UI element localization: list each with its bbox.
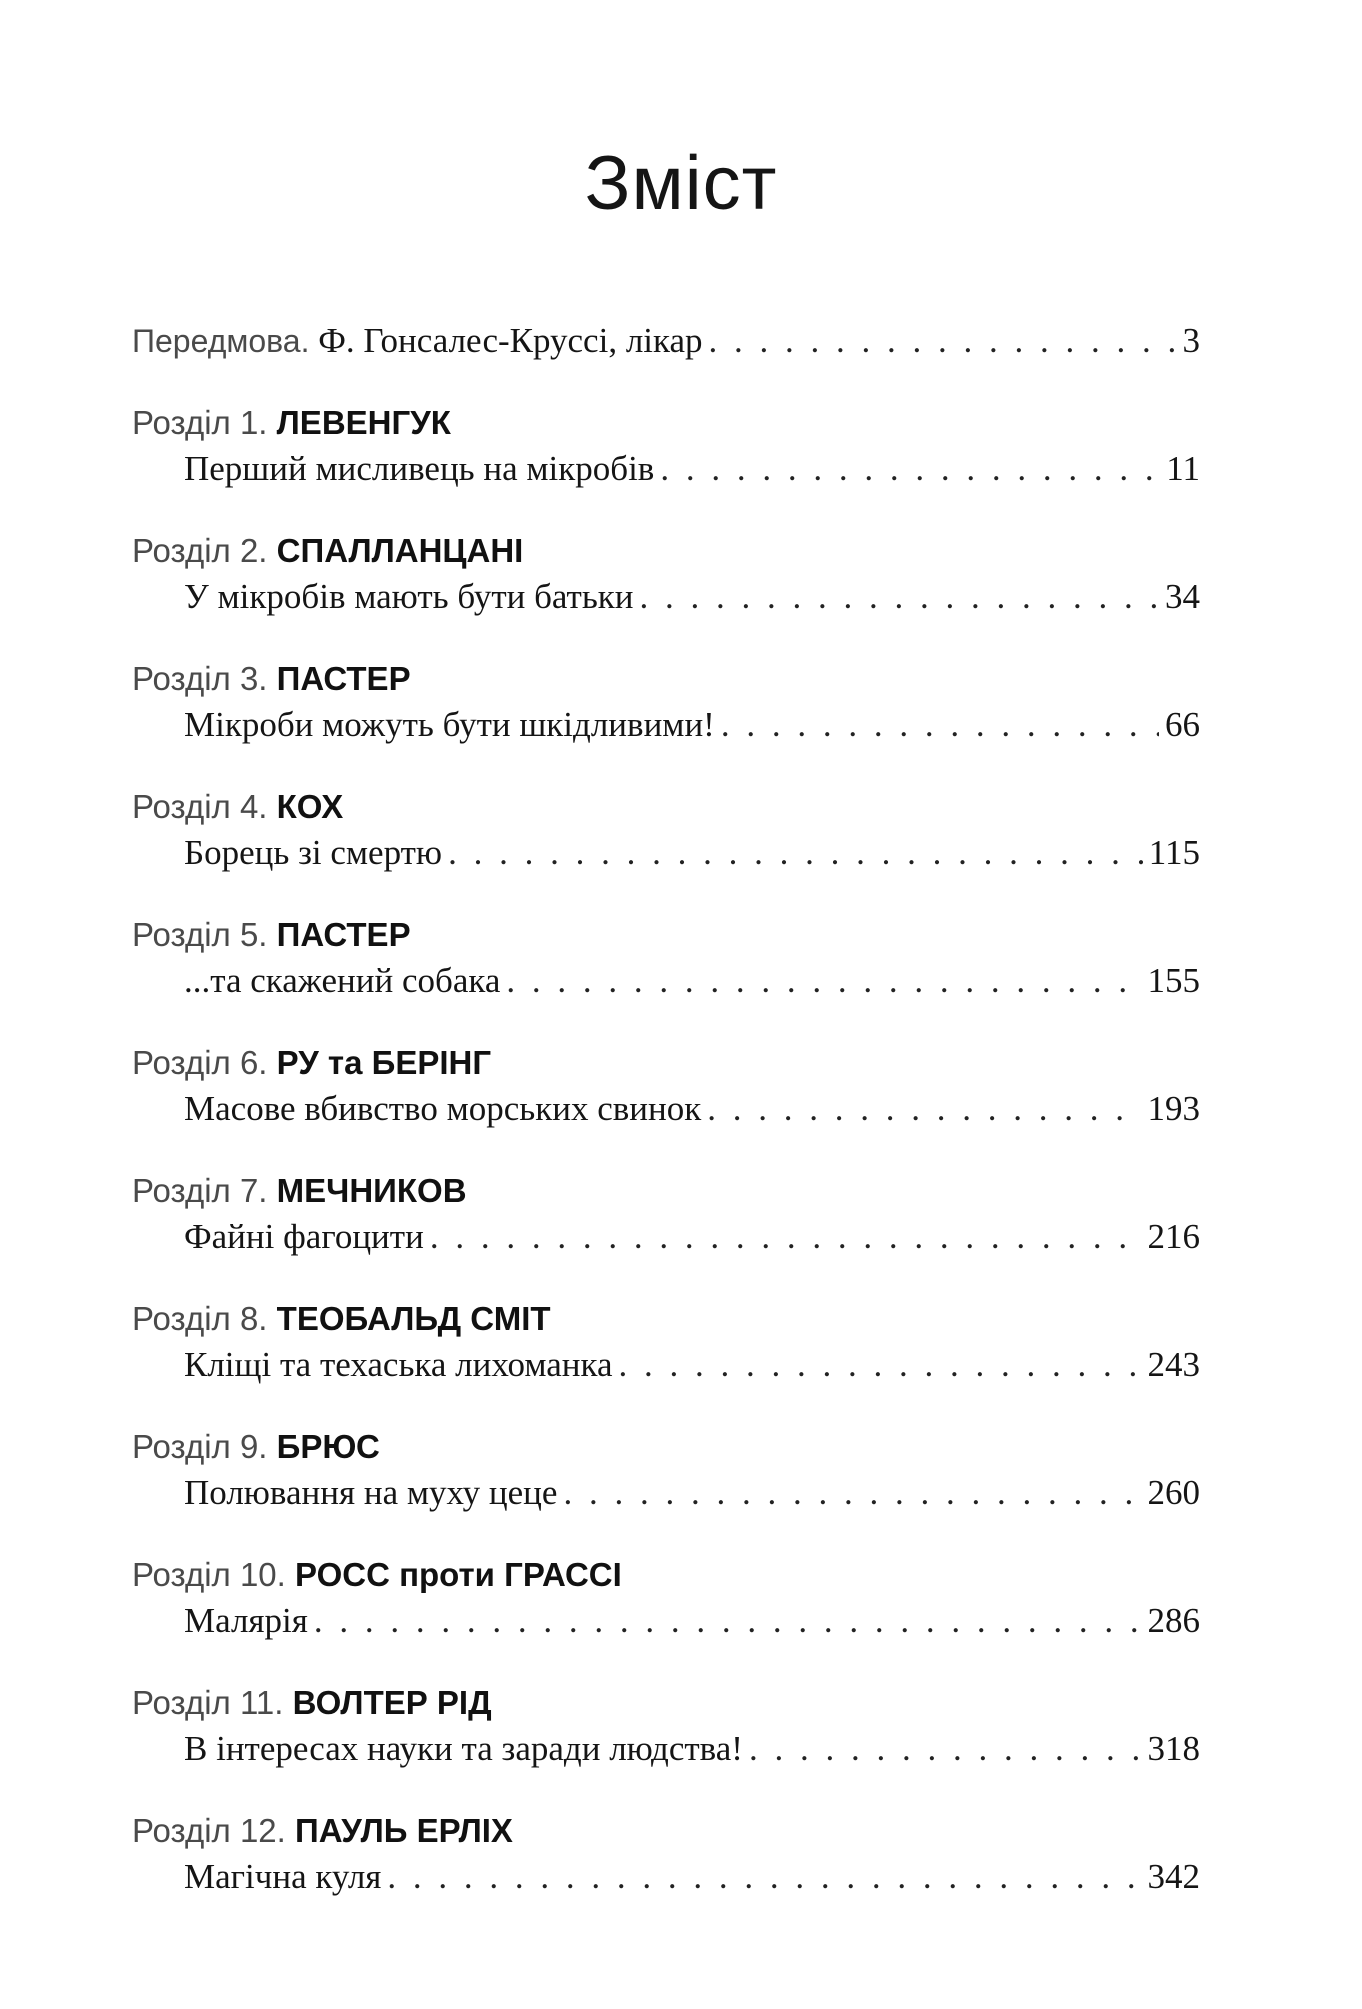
toc-entry-preface[interactable] (132, 318, 1200, 364)
chapter-heading (132, 400, 1200, 446)
dot-leader (506, 958, 1141, 1004)
chapter-name: РОСС проти ГРАССІ (295, 1556, 622, 1593)
dot-leader (660, 446, 1160, 492)
dot-leader (709, 318, 1177, 364)
chapter-subtitle: Мікроби можуть бути шкідливими! (184, 705, 715, 744)
dot-leader (314, 1598, 1142, 1644)
chapter-heading (132, 1808, 1200, 1854)
toc-row (132, 1598, 1200, 1644)
chapter-label: Розділ 7. (132, 1172, 268, 1209)
page-number: 260 (1147, 1473, 1200, 1512)
chapter-label: Розділ 5. (132, 916, 268, 953)
chapter-name: ВОЛТЕР РІД (292, 1684, 492, 1721)
chapter-subtitle: Малярія (184, 1601, 308, 1640)
page-number: 342 (1147, 1857, 1200, 1896)
chapter-heading (132, 1040, 1200, 1086)
chapter-subtitle: Полювання на муху цеце (184, 1473, 558, 1512)
toc-entry-chapter-4[interactable] (132, 784, 1200, 876)
toc-entry-chapter-7[interactable] (132, 1168, 1200, 1260)
page-number: 34 (1165, 577, 1200, 616)
chapter-heading (132, 912, 1200, 958)
toc-row (132, 1854, 1200, 1900)
toc-entry-chapter-6[interactable] (132, 1040, 1200, 1132)
toc-row (132, 1214, 1200, 1260)
toc-row (132, 1470, 1200, 1516)
chapter-subtitle: Магічна куля (184, 1857, 382, 1896)
chapter-heading (132, 528, 1200, 574)
chapter-name: ПАУЛЬ ЕРЛІХ (295, 1812, 513, 1849)
chapter-label: Розділ 9. (132, 1428, 268, 1465)
chapter-heading (132, 1680, 1200, 1726)
dot-leader (563, 1470, 1141, 1516)
dot-leader (387, 1854, 1141, 1900)
page-number: 11 (1166, 449, 1200, 488)
chapter-heading (132, 1296, 1200, 1342)
toc-row (132, 1086, 1200, 1132)
page-number: 193 (1147, 1089, 1200, 1128)
toc-entry-chapter-10[interactable] (132, 1552, 1200, 1644)
chapter-heading (132, 1168, 1200, 1214)
chapter-heading (132, 784, 1200, 830)
toc-entry-chapter-8[interactable] (132, 1296, 1200, 1388)
preface-label: Передмова. (132, 323, 310, 359)
toc-row (132, 574, 1200, 620)
chapter-label: Розділ 4. (132, 788, 268, 825)
chapter-subtitle: Файні фагоцити (184, 1217, 424, 1256)
toc-row (132, 958, 1200, 1004)
page-title: Зміст (584, 141, 778, 226)
page-number: 216 (1147, 1217, 1200, 1256)
page-number: 66 (1165, 705, 1200, 744)
chapter-name: ТЕОБАЛЬД СМІТ (276, 1300, 551, 1337)
chapter-name: ЛЕВЕНГУК (276, 404, 451, 441)
dot-leader (749, 1726, 1142, 1772)
dot-leader (707, 1086, 1141, 1132)
chapter-name: МЕЧНИКОВ (276, 1172, 467, 1209)
chapter-label: Розділ 1. (132, 404, 268, 441)
page-number: 115 (1148, 833, 1200, 872)
page-number: 155 (1147, 961, 1200, 1000)
chapter-label: Розділ 3. (132, 660, 268, 697)
toc-entry-chapter-1[interactable] (132, 400, 1200, 492)
chapter-label: Розділ 6. (132, 1044, 268, 1081)
toc-row (132, 1726, 1200, 1772)
chapter-name: ПАСТЕР (276, 660, 411, 697)
chapter-subtitle: Перший мисливець на мікробів (184, 449, 655, 488)
toc-entry-chapter-5[interactable] (132, 912, 1200, 1004)
chapter-name: СПАЛЛАНЦАНІ (276, 532, 524, 569)
dot-leader (448, 830, 1143, 876)
toc-entry-chapter-11[interactable] (132, 1680, 1200, 1772)
chapter-label: Розділ 8. (132, 1300, 268, 1337)
chapter-label: Розділ 11. (132, 1684, 284, 1721)
toc-entry-chapter-9[interactable] (132, 1424, 1200, 1516)
chapter-subtitle: В інтересах науки та заради людства! (184, 1729, 743, 1768)
chapter-name: КОХ (276, 788, 344, 825)
dot-leader (721, 702, 1159, 748)
page-number: 243 (1147, 1345, 1200, 1384)
chapter-label: Розділ 10. (132, 1556, 286, 1593)
chapter-name: БРЮС (276, 1428, 380, 1465)
page-number: 3 (1182, 321, 1200, 360)
chapter-subtitle: Борець зі смертю (184, 833, 443, 872)
toc-entry-chapter-3[interactable] (132, 656, 1200, 748)
chapter-subtitle: Масове вбивство морських свинок (184, 1089, 702, 1128)
toc-entry-chapter-2[interactable] (132, 528, 1200, 620)
toc-row (132, 318, 1200, 364)
dot-leader (619, 1342, 1142, 1388)
toc-row (132, 1342, 1200, 1388)
chapter-heading (132, 1424, 1200, 1470)
toc-row (132, 702, 1200, 748)
dot-leader (430, 1214, 1142, 1260)
chapter-name: ПАСТЕР (276, 916, 411, 953)
preface-text: Ф. Гонсалес-Круссі, лікар (318, 321, 703, 360)
page-number: 318 (1147, 1729, 1200, 1768)
chapter-subtitle: У мікробів мають бути батьки (184, 577, 634, 616)
toc-row (132, 830, 1200, 876)
chapter-heading (132, 656, 1200, 702)
chapter-subtitle: ...та скажений собака (184, 961, 501, 1000)
dot-leader (640, 574, 1159, 620)
table-of-contents (132, 318, 1200, 1900)
chapter-label: Розділ 2. (132, 532, 268, 569)
toc-entry-chapter-12[interactable] (132, 1808, 1200, 1900)
page-number: 286 (1147, 1601, 1200, 1640)
chapter-name: РУ та БЕРІНГ (276, 1044, 492, 1081)
toc-row (132, 446, 1200, 492)
chapter-heading (132, 1552, 1200, 1598)
chapter-label: Розділ 12. (132, 1812, 286, 1849)
chapter-subtitle: Кліщі та техаська лихоманка (184, 1345, 613, 1384)
